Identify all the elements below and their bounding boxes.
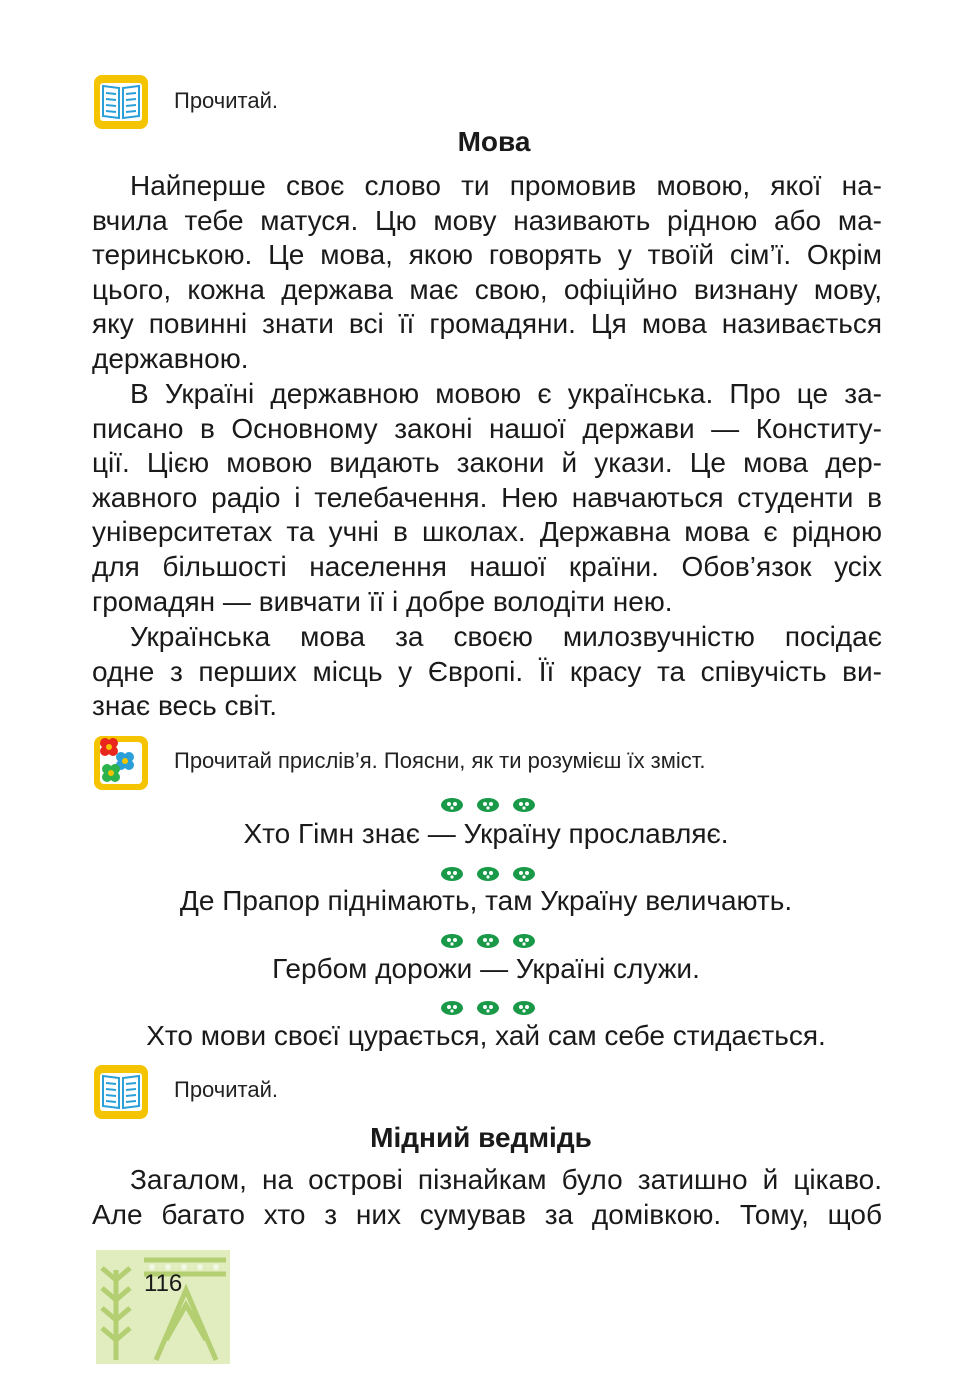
- proverb-4: Хто мови своєї цурається, хай сам себе стидається.: [146, 1020, 826, 1051]
- text-line: писано в Основному законі нашої держави — Конститу-: [92, 412, 882, 444]
- corner-ornament: [96, 1250, 230, 1364]
- text-line: Загалом, на острові пізнайкам було затишно й цікаво.: [130, 1164, 882, 1195]
- paragraph-4: [92, 1163, 882, 1232]
- text-line: теринською. Це мова, якою говорять у твоїй сім’ї. Окрім: [92, 239, 882, 271]
- paragraph-2: [92, 377, 882, 619]
- text-line: Але багато хто з них сумував за домівкою. Тому, щоб: [92, 1198, 882, 1230]
- text-line: одне з перших місць у Європі. Її красу та співучість ви-: [92, 655, 882, 687]
- book-icon: [93, 1064, 149, 1120]
- paragraph-3: [92, 620, 882, 724]
- text-line: жавного радіо і телебачення. Нею навчаються студенти в: [92, 481, 882, 513]
- text-line: державною.: [92, 342, 249, 374]
- text-line: громадян — вивчати її і добре володіти нею.: [92, 585, 673, 617]
- text-line: знає весь світ.: [92, 690, 278, 722]
- instruction-read-1: Прочитай.: [174, 88, 279, 113]
- ornament-icon: [438, 1000, 538, 1016]
- paragraph-1: [92, 169, 882, 377]
- text-line: В Україні державною мовою є українська. Про це за-: [130, 378, 882, 409]
- text-line: цього, кожна держава має свою, офіційно визнану мову,: [92, 273, 882, 305]
- instruction-proverbs: Прочитай прислів’я. Поясни, як ти розумієш їх зміст.: [174, 748, 706, 773]
- proverb-2: Де Прапор піднімають, там Україну величають.: [179, 885, 793, 916]
- ornament-icon: [438, 797, 538, 813]
- text-line: Українська мова за своєю милозвучністю посідає: [130, 621, 882, 652]
- title-midnyi-vedmid: Мідний ведмідь: [370, 1122, 592, 1153]
- text-line: вчила тебе матуся. Цю мову називають рідною або ма-: [92, 204, 882, 236]
- title-mova: Мова: [457, 126, 531, 157]
- text-line: яку повинні знати всі її громадяни. Ця мова називається: [92, 308, 882, 340]
- book-icon: [93, 74, 149, 130]
- text-line: Найперше своє слово ти промовив мовою, якої на-: [130, 170, 882, 201]
- text-line: для більшості населення нашої країни. Обов’язок усіх: [92, 550, 882, 582]
- text-line: ції. Цією мовою видають закони й укази. Це мова дер-: [92, 447, 882, 479]
- ornament-icon: [438, 933, 538, 949]
- page-number: 116: [144, 1270, 183, 1297]
- proverb-1: Хто Гімн знає — Україну прославляє.: [243, 818, 729, 849]
- instruction-read-2: Прочитай.: [174, 1077, 279, 1102]
- text-line: університетах та учні в школах. Державна мова є рідною: [92, 516, 882, 548]
- flowers-icon: [93, 735, 149, 791]
- proverb-3: Гербом дорожи — Україні служи.: [272, 953, 700, 984]
- ornament-icon: [438, 866, 538, 882]
